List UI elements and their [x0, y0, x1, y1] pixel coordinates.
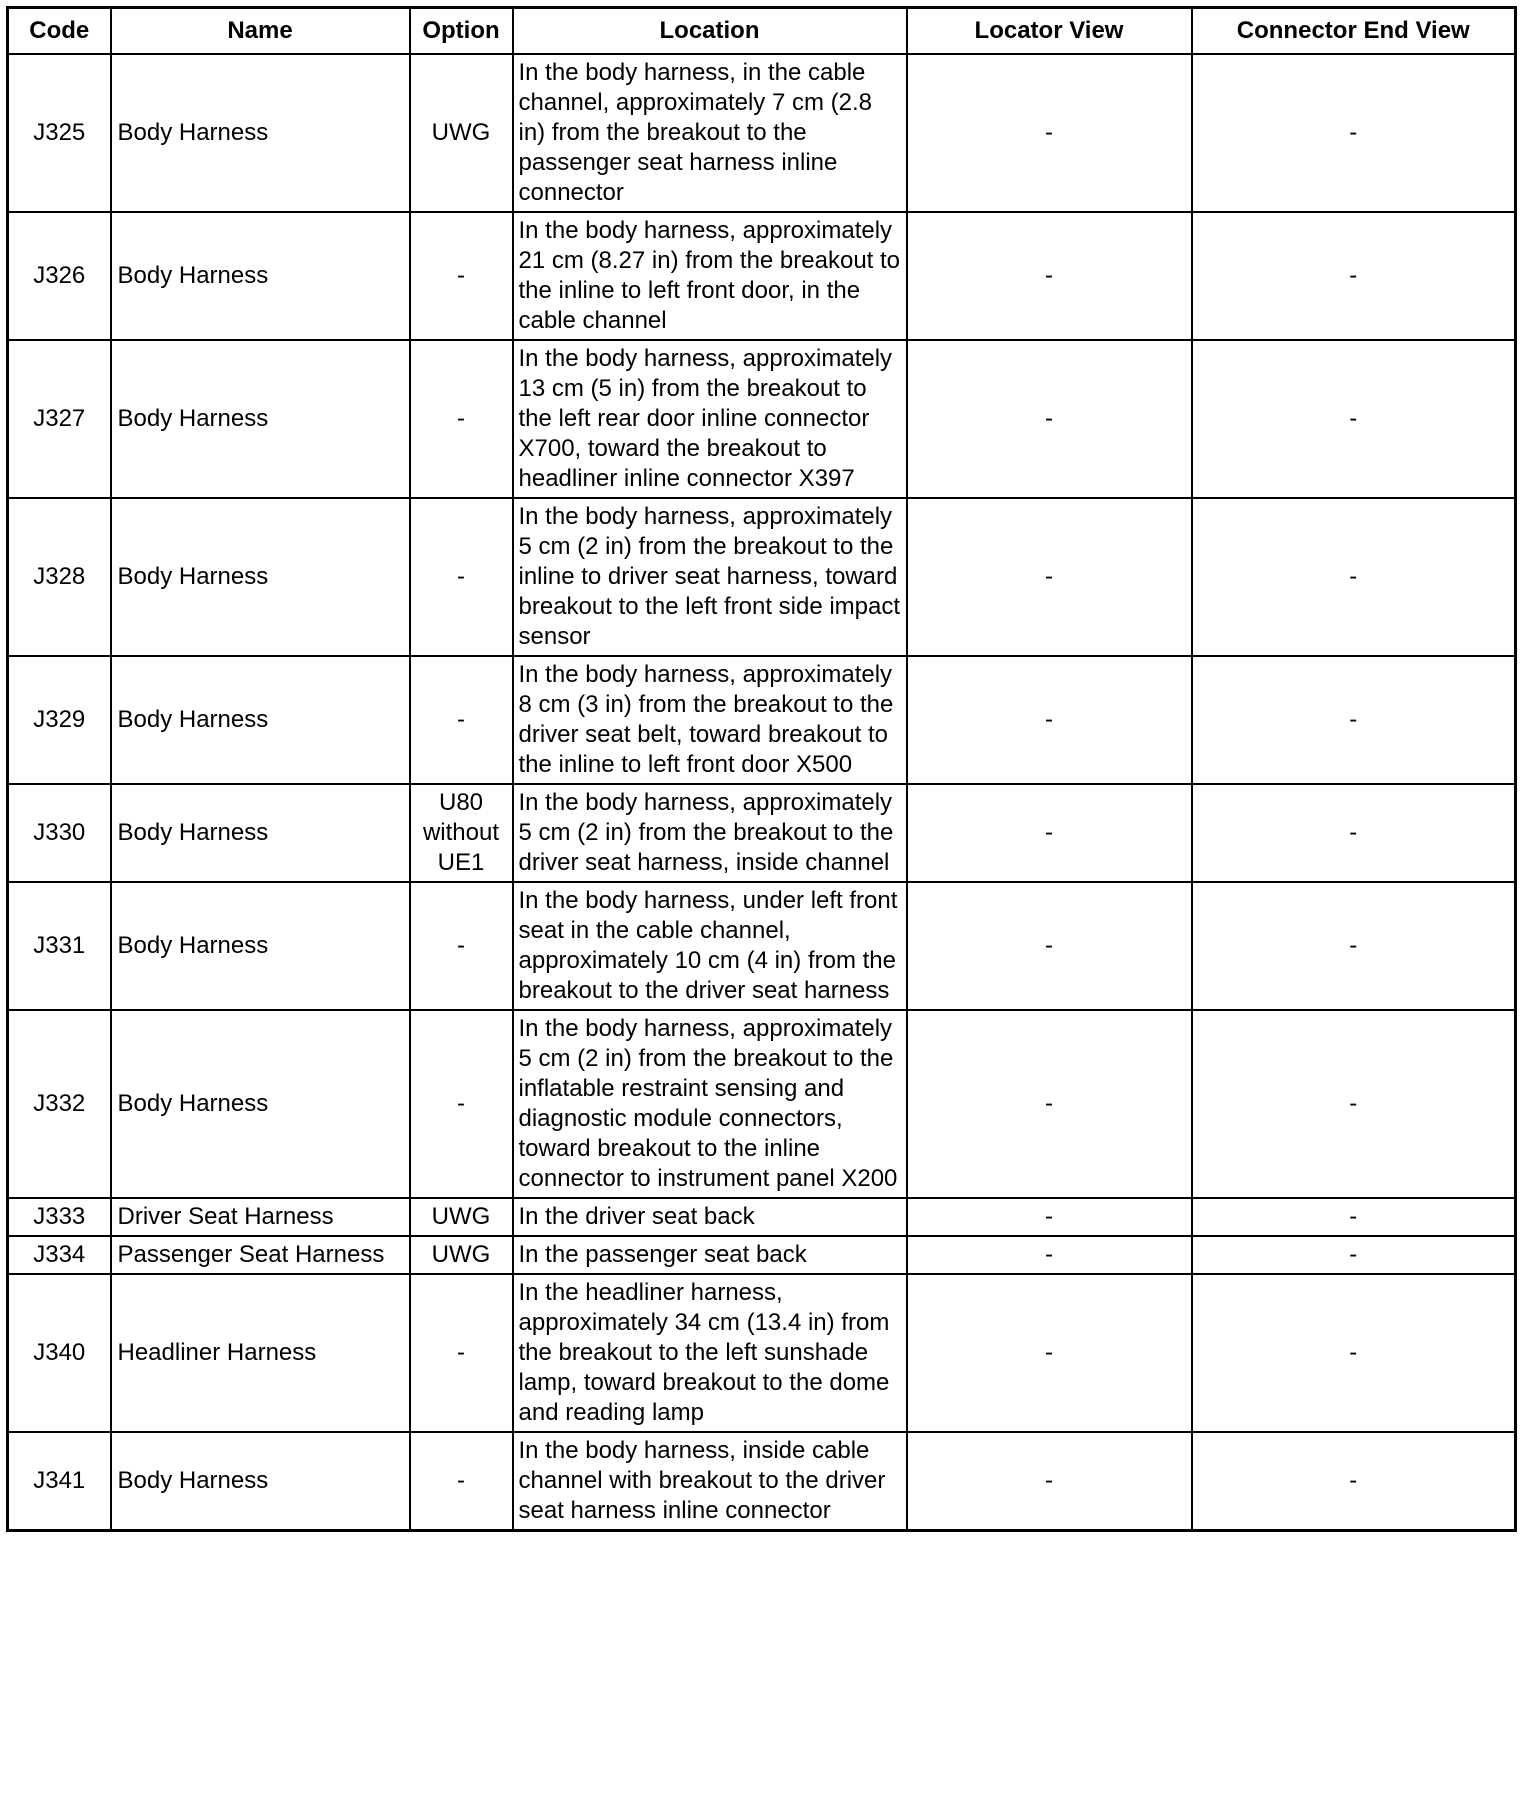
cell-name: Body Harness: [111, 656, 410, 784]
cell-locator-view: -: [907, 882, 1192, 1010]
cell-code: J334: [8, 1236, 111, 1274]
table-row: [8, 656, 1516, 784]
cell-option: -: [410, 212, 513, 340]
cell-connector-end-view: -: [1192, 340, 1516, 498]
cell-code: J325: [8, 54, 111, 212]
header-connector-end-view: Connector End View: [1192, 8, 1516, 55]
cell-locator-view: -: [907, 1198, 1192, 1236]
cell-name: Passenger Seat Harness: [111, 1236, 410, 1274]
cell-locator-view: -: [907, 498, 1192, 656]
cell-locator-view: -: [907, 212, 1192, 340]
cell-option: -: [410, 1432, 513, 1531]
header-code: Code: [8, 8, 111, 55]
cell-connector-end-view: -: [1192, 1236, 1516, 1274]
cell-locator-view: -: [907, 1010, 1192, 1198]
cell-name: Body Harness: [111, 212, 410, 340]
cell-code: J326: [8, 212, 111, 340]
table-row: [8, 1236, 1516, 1274]
cell-code: J327: [8, 340, 111, 498]
cell-connector-end-view: -: [1192, 882, 1516, 1010]
cell-locator-view: -: [907, 54, 1192, 212]
cell-location: In the headliner harness, approximately 34 cm (13.4 in) from the breakout to the left sunshade lamp, toward breakout to the dome and reading lamp: [513, 1274, 907, 1432]
cell-connector-end-view: -: [1192, 784, 1516, 882]
table-row: [8, 1274, 1516, 1432]
cell-location: In the driver seat back: [513, 1198, 907, 1236]
cell-location: In the body harness, approximately 13 cm (5 in) from the breakout to the left rear door inline connector X700, toward the breakout to headliner inline connector X397: [513, 340, 907, 498]
cell-location: In the passenger seat back: [513, 1236, 907, 1274]
cell-location: In the body harness, in the cable channel, approximately 7 cm (2.8 in) from the breakout to the passenger seat harness inline connector: [513, 54, 907, 212]
cell-locator-view: -: [907, 1432, 1192, 1531]
cell-option: UWG: [410, 1198, 513, 1236]
cell-name: Driver Seat Harness: [111, 1198, 410, 1236]
cell-code: J330: [8, 784, 111, 882]
cell-name: Body Harness: [111, 54, 410, 212]
table-row: [8, 340, 1516, 498]
connector-table-page: [6, 6, 1514, 1532]
cell-option: -: [410, 498, 513, 656]
cell-name: Body Harness: [111, 1432, 410, 1531]
cell-connector-end-view: -: [1192, 54, 1516, 212]
table-row: [8, 1432, 1516, 1531]
cell-connector-end-view: -: [1192, 656, 1516, 784]
cell-name: Headliner Harness: [111, 1274, 410, 1432]
cell-connector-end-view: -: [1192, 498, 1516, 656]
cell-option: U80 without UE1: [410, 784, 513, 882]
cell-option: -: [410, 882, 513, 1010]
cell-name: Body Harness: [111, 340, 410, 498]
cell-name: Body Harness: [111, 882, 410, 1010]
cell-connector-end-view: -: [1192, 212, 1516, 340]
cell-connector-end-view: -: [1192, 1010, 1516, 1198]
cell-code: J331: [8, 882, 111, 1010]
cell-option: -: [410, 1274, 513, 1432]
cell-locator-view: -: [907, 1236, 1192, 1274]
table-row: [8, 784, 1516, 882]
table-row: [8, 498, 1516, 656]
cell-location: In the body harness, under left front seat in the cable channel, approximately 10 cm (4 in) from the breakout to the driver seat harness: [513, 882, 907, 1010]
header-name: Name: [111, 8, 410, 55]
cell-location: In the body harness, approximately 5 cm (2 in) from the breakout to the inflatable restraint sensing and diagnostic module connectors, toward breakout to the inline connector to instrument panel X200: [513, 1010, 907, 1198]
table-row: [8, 1010, 1516, 1198]
table-row: [8, 882, 1516, 1010]
table-row: [8, 54, 1516, 212]
header-locator-view: Locator View: [907, 8, 1192, 55]
cell-code: J332: [8, 1010, 111, 1198]
cell-name: Body Harness: [111, 498, 410, 656]
cell-connector-end-view: -: [1192, 1274, 1516, 1432]
cell-location: In the body harness, approximately 21 cm (8.27 in) from the breakout to the inline to left front door, in the cable channel: [513, 212, 907, 340]
cell-connector-end-view: -: [1192, 1432, 1516, 1531]
cell-option: UWG: [410, 1236, 513, 1274]
cell-option: -: [410, 656, 513, 784]
cell-name: Body Harness: [111, 1010, 410, 1198]
cell-location: In the body harness, approximately 5 cm (2 in) from the breakout to the inline to driver seat harness, toward breakout to the left front side impact sensor: [513, 498, 907, 656]
splice-location-table: [6, 6, 1517, 1532]
cell-code: J333: [8, 1198, 111, 1236]
cell-locator-view: -: [907, 784, 1192, 882]
cell-locator-view: -: [907, 340, 1192, 498]
header-option: Option: [410, 8, 513, 55]
cell-location: In the body harness, approximately 8 cm (3 in) from the breakout to the driver seat belt, toward breakout to the inline to left front door X500: [513, 656, 907, 784]
cell-code: J340: [8, 1274, 111, 1432]
table-row: [8, 1198, 1516, 1236]
cell-option: -: [410, 1010, 513, 1198]
cell-name: Body Harness: [111, 784, 410, 882]
cell-connector-end-view: -: [1192, 1198, 1516, 1236]
cell-locator-view: -: [907, 656, 1192, 784]
header-row: [8, 8, 1516, 55]
cell-locator-view: -: [907, 1274, 1192, 1432]
cell-code: J341: [8, 1432, 111, 1531]
cell-location: In the body harness, inside cable channel with breakout to the driver seat harness inline connector: [513, 1432, 907, 1531]
cell-option: -: [410, 340, 513, 498]
cell-location: In the body harness, approximately 5 cm (2 in) from the breakout to the driver seat harness, inside channel: [513, 784, 907, 882]
cell-code: J329: [8, 656, 111, 784]
header-location: Location: [513, 8, 907, 55]
table-row: [8, 212, 1516, 340]
cell-code: J328: [8, 498, 111, 656]
cell-option: UWG: [410, 54, 513, 212]
